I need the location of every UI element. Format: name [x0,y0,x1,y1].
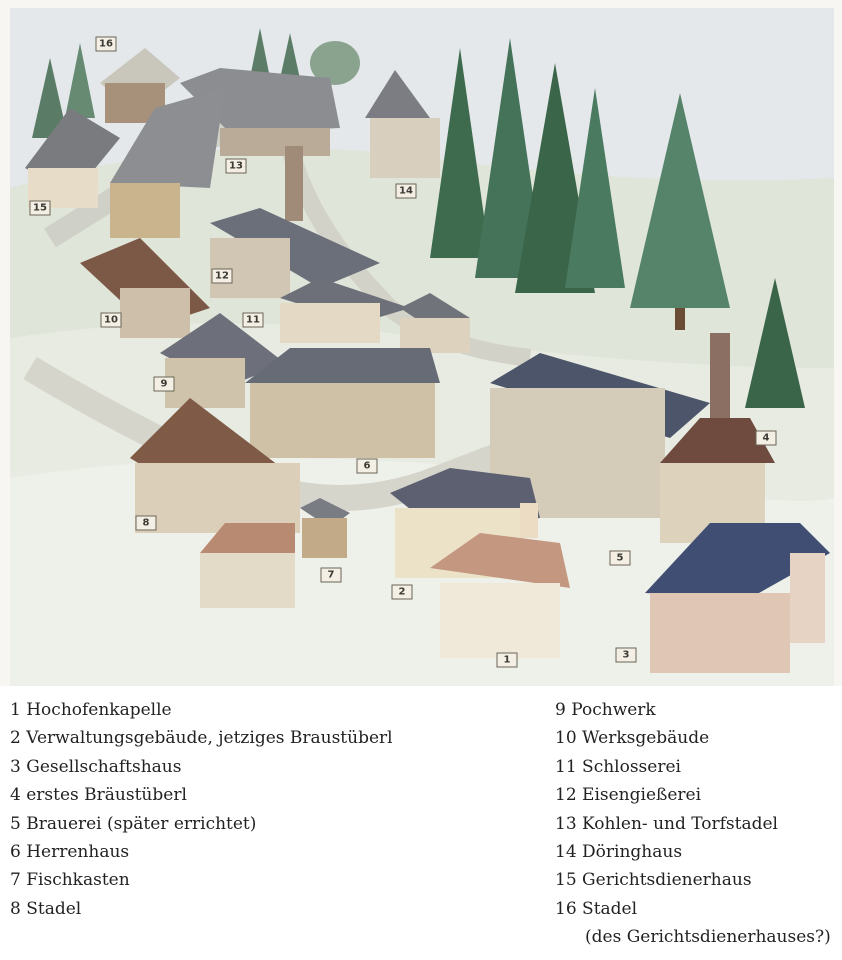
legend-item [555,895,835,923]
legend-column-right [555,696,835,951]
legend-number: 10 [555,728,577,749]
legend-number: 12 [555,785,577,806]
map-marker-5[interactable] [610,551,630,565]
legend-item [10,838,510,866]
legend-item [555,696,835,724]
svg-text:13: 13 [229,160,243,172]
legend-item [555,838,835,866]
map-marker-1[interactable] [497,653,517,667]
legend-number: 8 [10,898,21,919]
legend-item [555,810,835,838]
legend-number: 4 [10,785,21,806]
legend-number: 1 [10,700,21,720]
legend-item [555,753,835,781]
legend-number: 7 [10,870,21,891]
legend-label: Verwaltungsgebäude, jetziges Braustüberl [26,728,393,749]
site-illustration [10,8,834,686]
legend-label: Werksgebäude [582,728,710,749]
map-marker-6[interactable] [357,459,377,473]
legend-item [10,895,510,923]
legend-item [10,866,510,894]
legend-item [10,781,510,809]
legend-label: Herrenhaus [26,841,130,862]
map-marker-14[interactable] [396,184,416,198]
legend-item [10,753,510,781]
legend-label: Pochwerk [571,700,656,720]
legend-label: Hochofenkapelle [26,700,172,720]
map-marker-13[interactable] [226,159,246,173]
svg-text:2: 2 [398,586,406,598]
legend-label: Stadel [582,898,638,919]
legend-number: 14 [555,841,577,862]
legend-label: Gesellschaftshaus [26,756,182,777]
map-marker-11[interactable] [243,313,263,327]
map-marker-2[interactable] [392,585,412,599]
legend-number: 11 [555,756,577,777]
svg-text:9: 9 [160,378,168,390]
svg-text:6: 6 [363,460,371,472]
map-marker-16[interactable] [96,37,116,51]
svg-text:12: 12 [215,270,229,282]
map-marker-8[interactable] [136,516,156,530]
legend-item [10,696,510,724]
legend-number: 2 [10,728,21,749]
legend-label: Fischkasten [26,870,130,891]
map-marker-4[interactable] [756,431,776,445]
svg-text:3: 3 [622,649,630,661]
legend-note: (des Gerichtsdienerhauses?) [585,927,831,948]
svg-text:4: 4 [762,432,770,444]
legend-label: Gerichtsdienerhaus [582,870,752,891]
svg-text:16: 16 [99,38,113,50]
legend-number: 13 [555,813,577,834]
svg-text:14: 14 [399,185,413,197]
svg-text:8: 8 [142,517,150,529]
legend-item [10,724,510,752]
legend-label: Schlosserei [582,756,681,777]
legend-label: Brauerei (später errichtet) [26,813,257,834]
legend-item [555,866,835,894]
map-marker-7[interactable] [321,568,341,582]
legend-number: 6 [10,841,21,862]
legend-label: Stadel [26,898,82,919]
legend-label: Kohlen- und Torfstadel [582,813,778,834]
legend-item [555,781,835,809]
map-marker-9[interactable] [154,377,174,391]
svg-text:15: 15 [33,202,47,214]
legend-item [555,724,835,752]
legend-number: 15 [555,870,577,891]
svg-text:5: 5 [616,552,624,564]
map-marker-15[interactable] [30,201,50,215]
map-marker-3[interactable] [616,648,636,662]
map-marker-10[interactable] [101,313,121,327]
legend-column-left [10,696,510,923]
svg-text:10: 10 [104,314,118,326]
map-marker-12[interactable] [212,269,232,283]
svg-text:1: 1 [503,654,511,666]
site-drawing [10,8,834,686]
legend-label: Döringhaus [582,841,683,862]
legend-number: 16 [555,898,577,919]
legend-item [10,810,510,838]
legend-number: 3 [10,756,21,777]
legend-number: 9 [555,700,566,720]
legend-label: Eisengießerei [582,785,702,806]
legend [0,686,842,960]
legend-label: erstes Bräustüberl [26,785,187,806]
legend-number: 5 [10,813,21,834]
svg-text:7: 7 [327,569,335,581]
svg-text:11: 11 [246,314,260,326]
